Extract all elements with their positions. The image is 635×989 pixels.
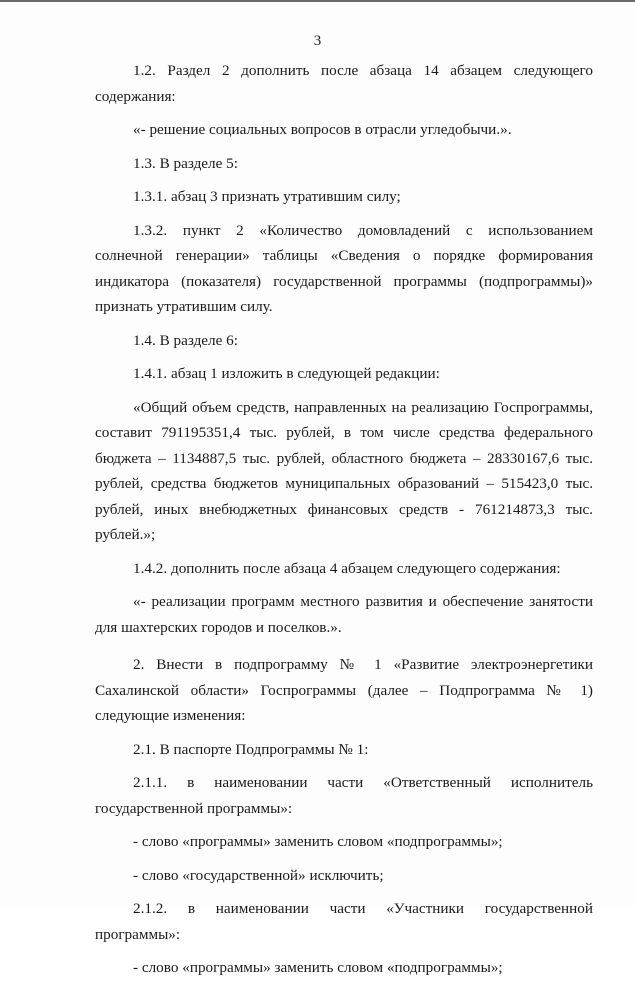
document-body xyxy=(95,58,593,989)
paragraph-dash-programmy-2: - слово «программы» заменить словом «подпрограммы»; xyxy=(133,959,503,976)
paragraph-quote-mining-towns: «- реализации программ местного развития и обеспечение занятости для шахтерских городов и поселков.». xyxy=(95,593,593,636)
paragraph-1-4-1: 1.4.1. абзац 1 изложить в следующей редакции: xyxy=(133,365,440,382)
page-number: 3 xyxy=(313,33,322,49)
paragraph-1-3-1: 1.3.1. абзац 3 признать утратившим силу; xyxy=(133,188,401,205)
paragraph-2-1-1: 2.1.1. в наименовании части «Ответственный исполнитель государственной программы»: xyxy=(95,774,593,817)
scan-edge-line xyxy=(0,0,635,2)
paragraph-dash-programmy: - слово «программы» заменить словом «подпрограммы»; xyxy=(133,833,503,850)
paragraph-2-1-2: 2.1.2. в наименовании части «Участники государственной программы»: xyxy=(95,900,593,943)
paragraph-quote-social: «- решение социальных вопросов в отрасли угледобычи.». xyxy=(133,121,512,138)
paragraph-1-3: 1.3. В разделе 5: xyxy=(133,154,238,172)
paragraph-1-4: 1.4. В разделе 6: xyxy=(133,331,238,349)
paragraph-1-3-2: 1.3.2. пункт 2 «Количество домовладений с использованием солнечной генерации» таблицы «Сведения о порядке формирования индикатора (показателя) государственной программы (подпрограммы)» признать утратившим силу. xyxy=(95,221,593,315)
paragraph-1-4-2: 1.4.2. дополнить после абзаца 4 абзацем следующего содержания: xyxy=(133,559,561,577)
paragraph-dash-gosudarstvennoy: - слово «государственной» исключить; xyxy=(133,866,384,884)
paragraph-funding-quote: «Общий объем средств, направленных на реализацию Госпрограммы, составит 791195351,4 тыс. рублей, в том числе средства федерального бюджета – 1134887,5 тыс. рублей, областного бюджета – 28330167,6 тыс. рублей, средства бюджетов муниципальных образований – 515423,0 тыс. рублей, иных внебюджетных финансовых средств - 761214873,3 тыс. рублей.»; xyxy=(95,398,593,543)
paragraph-2-1: 2.1. В паспорте Подпрограммы № 1: xyxy=(133,740,369,758)
paragraph-1-2: 1.2. Раздел 2 дополнить после абзаца 14 абзацем следующего содержания: xyxy=(95,62,593,105)
paragraph-2: 2. Внести в подпрограмму № 1 «Развитие электроэнергетики Сахалинской области» Госпрограммы (далее – Подпрограмма № 1) следующие изменения: xyxy=(95,656,593,724)
